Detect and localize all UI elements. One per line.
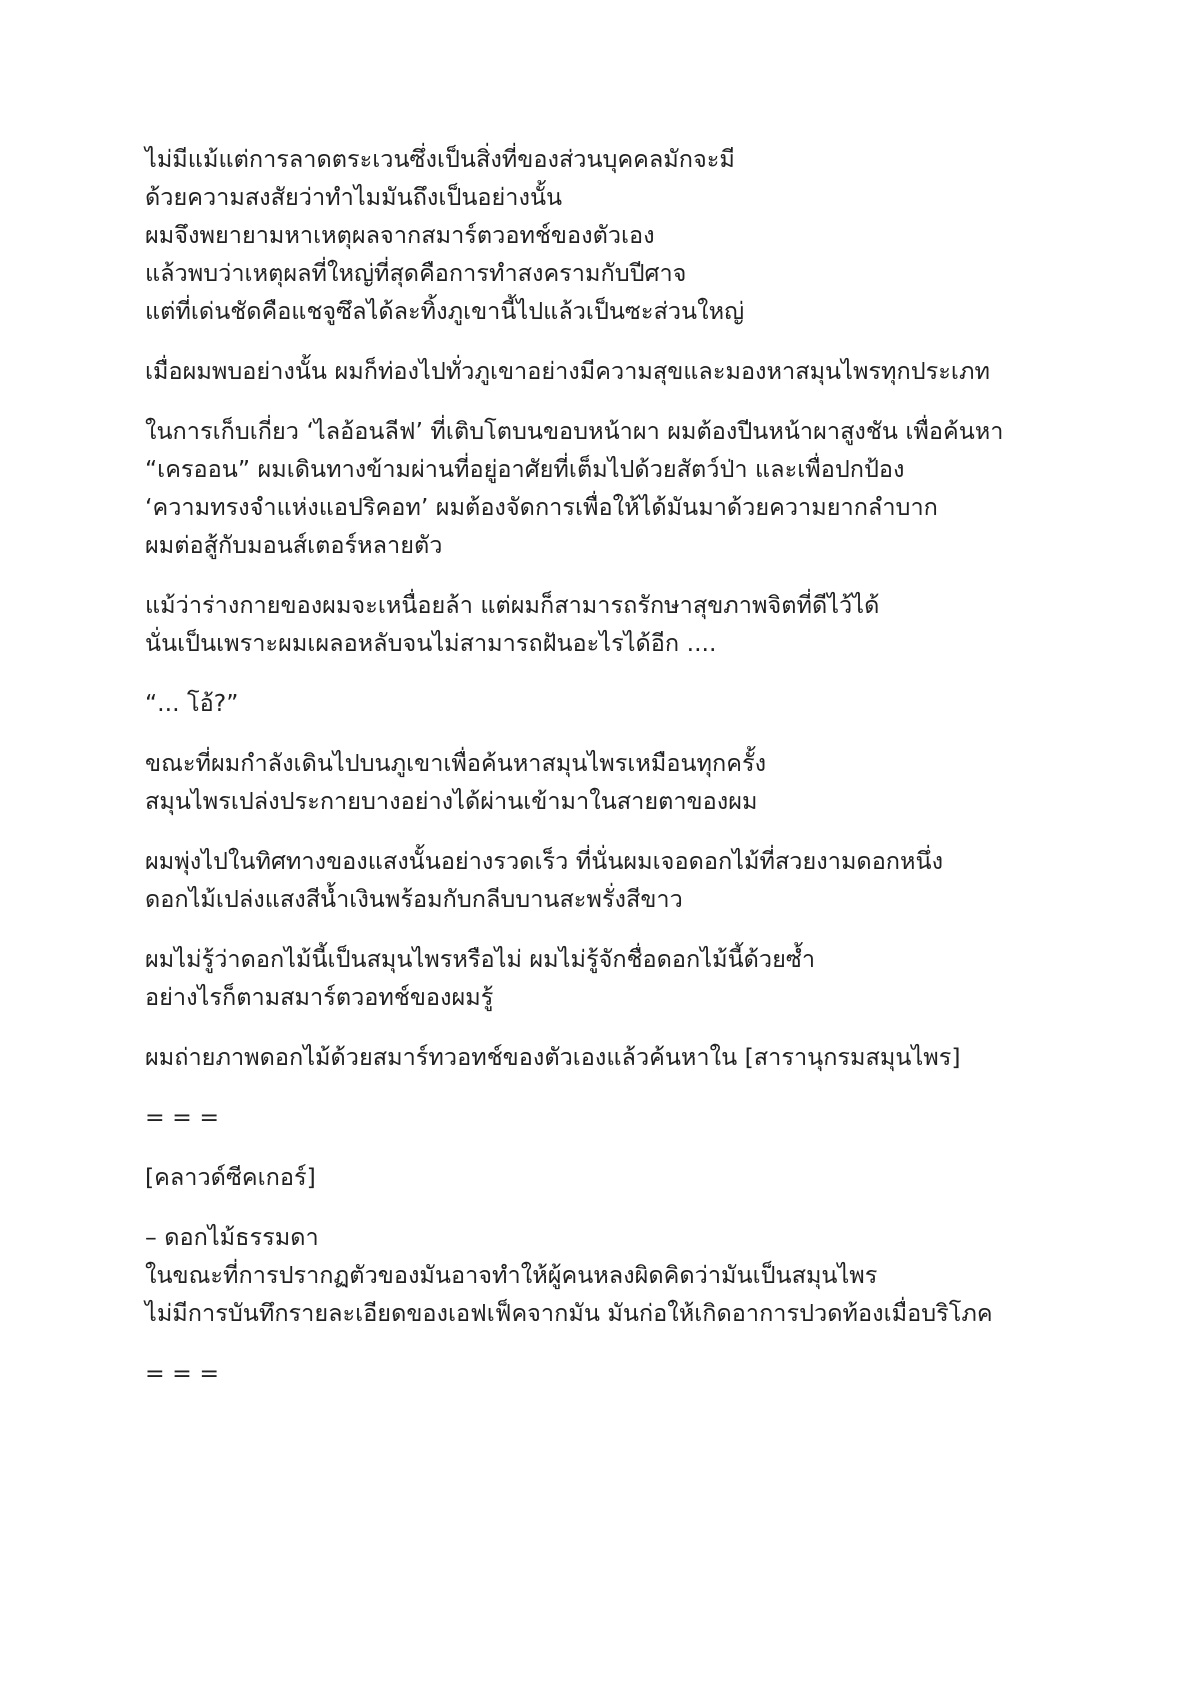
section-divider bbox=[145, 1098, 1075, 1136]
text-line: ในการเก็บเกี่ยว ‘ไลอ้อนลีฟ’ ที่เติบโตบนขอบหน้าผา ผมต้องปีนหน้าผาสูงชัน เพื่อค้นหา bbox=[145, 417, 1004, 445]
text-line: ไม่มีการบันทึกรายละเอียดของเอฟเฟ็คจากมัน มันก่อให้เกิดอาการปวดท้องเมื่อบริโภค bbox=[145, 1299, 993, 1327]
text-line: อย่างไรก็ตามสมาร์ตวอทช์ของผมรู้ bbox=[145, 983, 494, 1011]
text-line: “เครออน” ผมเดินทางข้ามผ่านที่อยู่อาศัยที่เต็มไปด้วยสัตว์ป่า และเพื่อปกป้อง bbox=[145, 455, 905, 483]
divider-text: = = = bbox=[145, 1103, 220, 1131]
text-line: ดอกไม้เปล่งแสงสีน้ำเงินพร้อมกับกลีบบานสะพรั่งสีขาว bbox=[145, 885, 683, 913]
text-line: ผมต่อสู้กับมอนส์เตอร์หลายตัว bbox=[145, 531, 443, 559]
paragraph bbox=[145, 140, 1075, 330]
text-line: “... โอ้?” bbox=[145, 689, 239, 717]
text-line: สมุนไพรเปล่งประกายบางอย่างได้ผ่านเข้ามาในสายตาของผม bbox=[145, 787, 758, 815]
text-line: ผมพุ่งไปในทิศทางของแสงนั้นอย่างรวดเร็ว ที่นั่นผมเจอดอกไม้ที่สวยงามดอกหนึ่ง bbox=[145, 847, 944, 875]
text-line: ในขณะที่การปรากฏตัวของมันอาจทำให้ผู้คนหลงผิดคิดว่ามันเป็นสมุนไพร bbox=[145, 1261, 878, 1289]
text-line: ผมจึงพยายามหาเหตุผลจากสมาร์ตวอทช์ของตัวเอง bbox=[145, 221, 655, 249]
paragraph bbox=[145, 412, 1075, 564]
paragraph bbox=[145, 1038, 1075, 1076]
paragraph bbox=[145, 842, 1075, 918]
text-line: ‘ความทรงจำแห่งแอปริคอท’ ผมต้องจัดการเพื่อให้ได้มันมาด้วยความยากลำบาก bbox=[145, 493, 938, 521]
text-line: – ดอกไม้ธรรมดา bbox=[145, 1223, 319, 1251]
divider-text: = = = bbox=[145, 1359, 220, 1387]
document-page bbox=[145, 140, 1075, 1414]
text-line: แม้ว่าร่างกายของผมจะเหนื่อยล้า แต่ผมก็สามารถรักษาสุขภาพจิตที่ดีไว้ได้ bbox=[145, 591, 880, 619]
paragraph bbox=[145, 352, 1075, 390]
text-line: เมื่อผมพบอย่างนั้น ผมก็ท่องไปทั่วภูเขาอย่างมีความสุขและมองหาสมุนไพรทุกประเภท bbox=[145, 357, 990, 385]
text-line: แล้วพบว่าเหตุผลที่ใหญ่ที่สุดคือการทำสงครามกับปีศาจ bbox=[145, 259, 687, 287]
dialogue-line bbox=[145, 684, 1075, 722]
text-line: ด้วยความสงสัยว่าทำไมมันถึงเป็นอย่างนั้น bbox=[145, 183, 563, 211]
paragraph bbox=[145, 586, 1075, 662]
item-title bbox=[145, 1158, 1075, 1196]
item-description bbox=[145, 1218, 1075, 1332]
text-line: นั่นเป็นเพราะผมเผลอหลับจนไม่สามารถฝันอะไรได้อีก .... bbox=[145, 629, 717, 657]
text-line: แต่ที่เด่นชัดคือแชจูซึลได้ละทิ้งภูเขานี้ไปแล้วเป็นซะส่วนใหญ่ bbox=[145, 297, 745, 325]
text-line: ผมไม่รู้ว่าดอกไม้นี้เป็นสมุนไพรหรือไม่ ผมไม่รู้จักชื่อดอกไม้นี้ด้วยซ้ำ bbox=[145, 945, 816, 973]
paragraph bbox=[145, 940, 1075, 1016]
paragraph bbox=[145, 744, 1075, 820]
text-line: [คลาวด์ซีคเกอร์] bbox=[145, 1163, 316, 1191]
section-divider bbox=[145, 1354, 1075, 1392]
text-line: ขณะที่ผมกำลังเดินไปบนภูเขาเพื่อค้นหาสมุนไพรเหมือนทุกครั้ง bbox=[145, 749, 767, 777]
text-line: ผมถ่ายภาพดอกไม้ด้วยสมาร์ทวอทช์ของตัวเองแล้วค้นหาใน [สารานุกรมสมุนไพร] bbox=[145, 1043, 961, 1071]
text-line: ไม่มีแม้แต่การลาดตระเวนซึ่งเป็นสิ่งที่ของส่วนบุคคลมักจะมี bbox=[145, 145, 735, 173]
